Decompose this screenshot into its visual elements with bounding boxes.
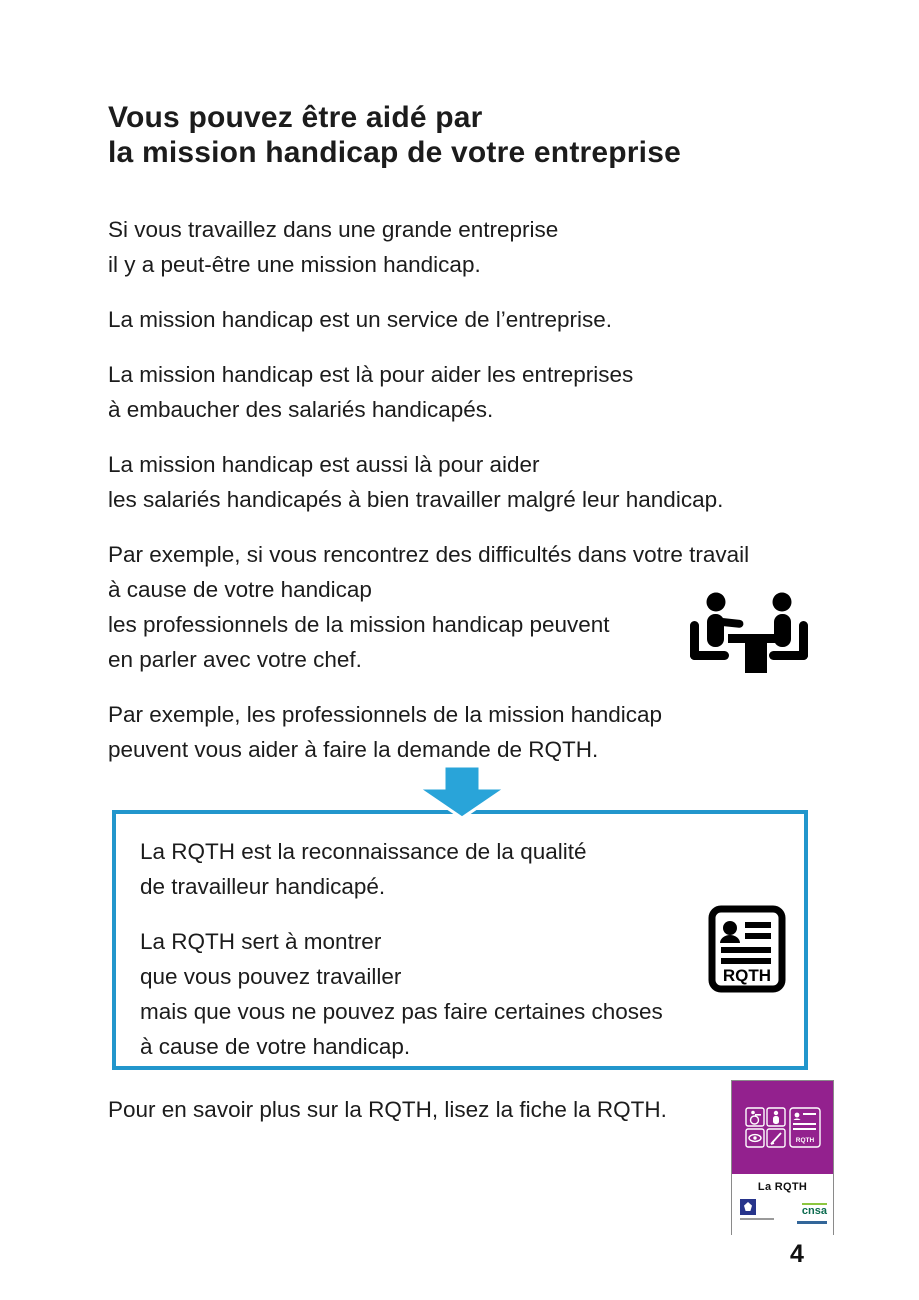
text-line: La RQTH sert à montrer: [140, 929, 382, 954]
paragraph: [108, 447, 879, 517]
text-line: La mission handicap est là pour aider les entreprises: [108, 362, 634, 387]
text-line: en parler avec votre chef.: [108, 647, 362, 672]
page-title: [108, 100, 879, 170]
text-line: La mission handicap est aussi là pour aider: [108, 452, 540, 477]
text-line: à cause de votre handicap.: [140, 1034, 411, 1059]
text-line: peuvent vous aider à faire la demande de RQTH.: [108, 737, 599, 762]
paragraph: [108, 302, 879, 337]
title-line: Vous pouvez être aidé par: [108, 101, 483, 134]
paragraph: [108, 357, 879, 427]
text-line: il y a peut-être une mission handicap.: [108, 252, 481, 277]
rqth-callout-box: [112, 810, 808, 1070]
id-card-icon: [708, 905, 786, 993]
paragraph: [140, 834, 780, 904]
fiche-cover: [732, 1081, 833, 1174]
page-number: 4: [790, 1240, 804, 1268]
paragraph: [108, 697, 879, 767]
text-line: à embaucher des salariés handicapés.: [108, 397, 494, 422]
text-line: mais que vous ne pouvez pas faire certaines choses: [140, 999, 663, 1024]
text-line: La mission handicap est un service de l’entreprise.: [108, 307, 613, 332]
text-line: les salariés handicapés à bien travailler malgré leur handicap.: [108, 487, 724, 512]
text-line: Par exemple, si vous rencontrez des difficultés dans votre travail: [108, 542, 750, 567]
id-card-label: RQTH: [722, 966, 772, 985]
ministry-logo: [740, 1199, 774, 1220]
fiche-card-label: RQTH: [795, 1137, 815, 1144]
text-line: Par exemple, les professionnels de la mission handicap: [108, 702, 663, 727]
title-line: la mission handicap de votre entreprise: [108, 136, 681, 169]
fiche-logos: [732, 1199, 833, 1229]
text-line: à cause de votre handicap: [108, 577, 372, 602]
rqth-fiche-thumbnail: [731, 1080, 834, 1235]
fiche-title: La RQTH: [757, 1181, 808, 1193]
down-arrow-icon: [416, 764, 508, 820]
text-line: Si vous travaillez dans une grande entreprise: [108, 217, 559, 242]
fiche-band: [732, 1174, 833, 1235]
paragraph: [108, 212, 879, 282]
cnsa-logo-text: cnsa: [801, 1205, 827, 1217]
text-line: les professionnels de la mission handicap peuvent: [108, 612, 610, 637]
meeting-table-icon: [688, 591, 810, 673]
paragraph: [140, 924, 780, 1064]
fiche-cover-icons: [745, 1107, 821, 1151]
text-line: de travailleur handicapé.: [140, 874, 386, 899]
cnsa-logo: [797, 1201, 827, 1224]
text-line: que vous pouvez travailler: [140, 964, 402, 989]
text-line: La RQTH est la reconnaissance de la qualité: [140, 839, 587, 864]
footer-note: Pour en savoir plus sur la RQTH, lisez la fiche la RQTH.: [108, 1097, 667, 1122]
